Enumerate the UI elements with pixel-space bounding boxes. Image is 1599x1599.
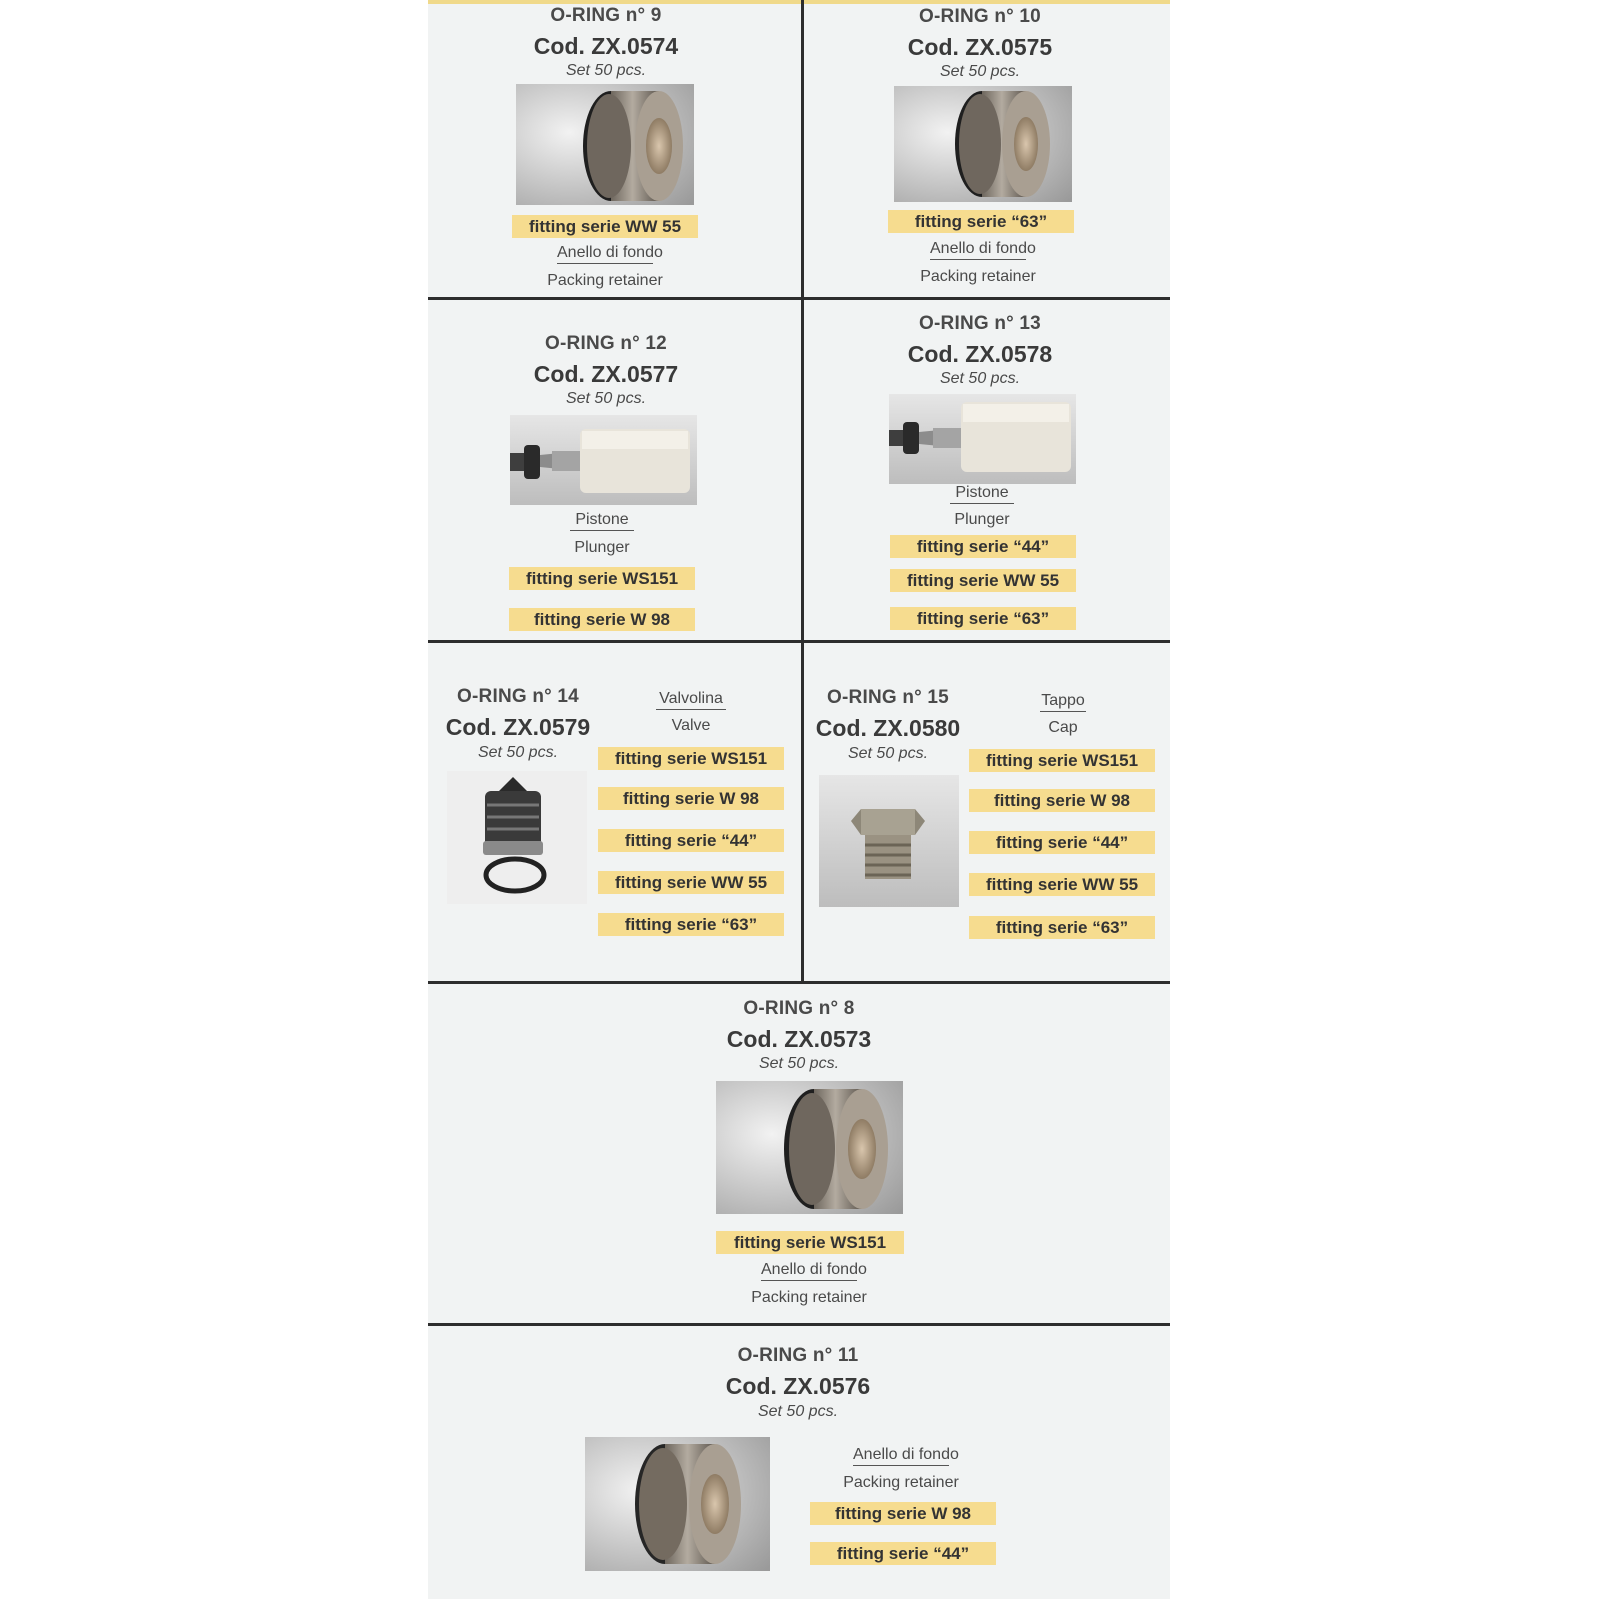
divider-row-3 bbox=[428, 981, 1170, 984]
fitting-tag: fitting serie “63” bbox=[888, 210, 1074, 233]
fitting-tag: fitting serie WS151 bbox=[598, 747, 784, 770]
set-quantity: Set 50 pcs. bbox=[477, 744, 559, 761]
fitting-tag: fitting serie WW 55 bbox=[969, 873, 1155, 896]
set-quantity: Set 50 pcs. bbox=[847, 745, 929, 762]
product-title: O-RING n° 14 bbox=[457, 686, 579, 707]
product-code: Cod. ZX.0574 bbox=[533, 33, 679, 59]
divider-row-4 bbox=[428, 1323, 1170, 1326]
set-quantity: Set 50 pcs. bbox=[565, 62, 647, 79]
label-italian: Anello di fondo bbox=[761, 1261, 857, 1281]
product-title: O-RING n° 11 bbox=[737, 1345, 859, 1366]
divider-row-2 bbox=[428, 640, 1170, 643]
divider-vertical-top bbox=[801, 0, 804, 300]
product-code: Cod. ZX.0576 bbox=[725, 1373, 871, 1399]
packing-retainer-photo bbox=[585, 1437, 770, 1571]
label-english: Packing retainer bbox=[751, 1289, 867, 1306]
label-italian: Pistone bbox=[570, 511, 634, 531]
plunger-photo bbox=[510, 415, 697, 505]
product-code: Cod. ZX.0578 bbox=[907, 341, 1053, 367]
fitting-tag: fitting serie W 98 bbox=[810, 1502, 996, 1525]
packing-retainer-photo bbox=[894, 86, 1072, 202]
product-code: Cod. ZX.0575 bbox=[907, 34, 1053, 60]
fitting-tag: fitting serie “63” bbox=[598, 913, 784, 936]
product-title: O-RING n° 10 bbox=[919, 6, 1041, 27]
fitting-tag: fitting serie “44” bbox=[890, 535, 1076, 558]
label-english: Packing retainer bbox=[547, 272, 663, 289]
fitting-tag: fitting serie WW 55 bbox=[598, 871, 784, 894]
plunger-photo bbox=[889, 394, 1076, 484]
fitting-tag: fitting serie WW 55 bbox=[890, 569, 1076, 592]
label-italian: Tappo bbox=[1040, 692, 1086, 712]
label-english: Cap bbox=[1048, 719, 1078, 736]
set-quantity: Set 50 pcs. bbox=[939, 63, 1021, 80]
label-english: Valve bbox=[671, 717, 711, 734]
set-quantity: Set 50 pcs. bbox=[758, 1055, 840, 1072]
fitting-tag: fitting serie “44” bbox=[810, 1542, 996, 1565]
fitting-tag: fitting serie WS151 bbox=[716, 1231, 904, 1254]
label-english: Plunger bbox=[574, 539, 630, 556]
fitting-tag: fitting serie W 98 bbox=[969, 789, 1155, 812]
product-title: O-RING n° 9 bbox=[550, 5, 662, 26]
product-title: O-RING n° 15 bbox=[827, 687, 949, 708]
product-code: Cod. ZX.0580 bbox=[815, 715, 961, 741]
valve-photo bbox=[447, 771, 587, 904]
product-code: Cod. ZX.0573 bbox=[726, 1026, 872, 1052]
product-title: O-RING n° 13 bbox=[919, 313, 1041, 334]
fitting-tag: fitting serie “44” bbox=[598, 829, 784, 852]
top-accent-bar bbox=[428, 0, 1170, 4]
fitting-tag: fitting serie WS151 bbox=[509, 567, 695, 590]
fitting-tag: fitting serie “63” bbox=[890, 607, 1076, 630]
label-italian: Anello di fondo bbox=[557, 244, 653, 264]
product-code: Cod. ZX.0579 bbox=[445, 714, 591, 740]
set-quantity: Set 50 pcs. bbox=[939, 370, 1021, 387]
label-italian: Anello di fondo bbox=[853, 1446, 949, 1466]
fitting-tag: fitting serie W 98 bbox=[509, 608, 695, 631]
fitting-tag: fitting serie WS151 bbox=[969, 749, 1155, 772]
fitting-tag: fitting serie “63” bbox=[969, 916, 1155, 939]
product-code: Cod. ZX.0577 bbox=[533, 361, 679, 387]
label-english: Plunger bbox=[954, 511, 1010, 528]
divider-row-1 bbox=[428, 297, 1170, 300]
label-italian: Anello di fondo bbox=[930, 240, 1026, 260]
fitting-tag: fitting serie W 98 bbox=[598, 787, 784, 810]
set-quantity: Set 50 pcs. bbox=[757, 1403, 839, 1420]
set-quantity: Set 50 pcs. bbox=[565, 390, 647, 407]
fitting-tag: fitting serie “44” bbox=[969, 831, 1155, 854]
product-title: O-RING n° 12 bbox=[545, 333, 667, 354]
packing-retainer-photo bbox=[516, 84, 694, 205]
label-english: Packing retainer bbox=[843, 1474, 959, 1491]
label-italian: Valvolina bbox=[656, 690, 726, 710]
divider-vertical-mid bbox=[801, 300, 804, 643]
label-english: Packing retainer bbox=[920, 268, 1036, 285]
fitting-tag: fitting serie WW 55 bbox=[512, 215, 698, 238]
label-italian: Pistone bbox=[950, 484, 1014, 504]
product-title: O-RING n° 8 bbox=[743, 998, 855, 1019]
cap-photo bbox=[819, 775, 959, 907]
packing-retainer-photo bbox=[716, 1081, 903, 1214]
